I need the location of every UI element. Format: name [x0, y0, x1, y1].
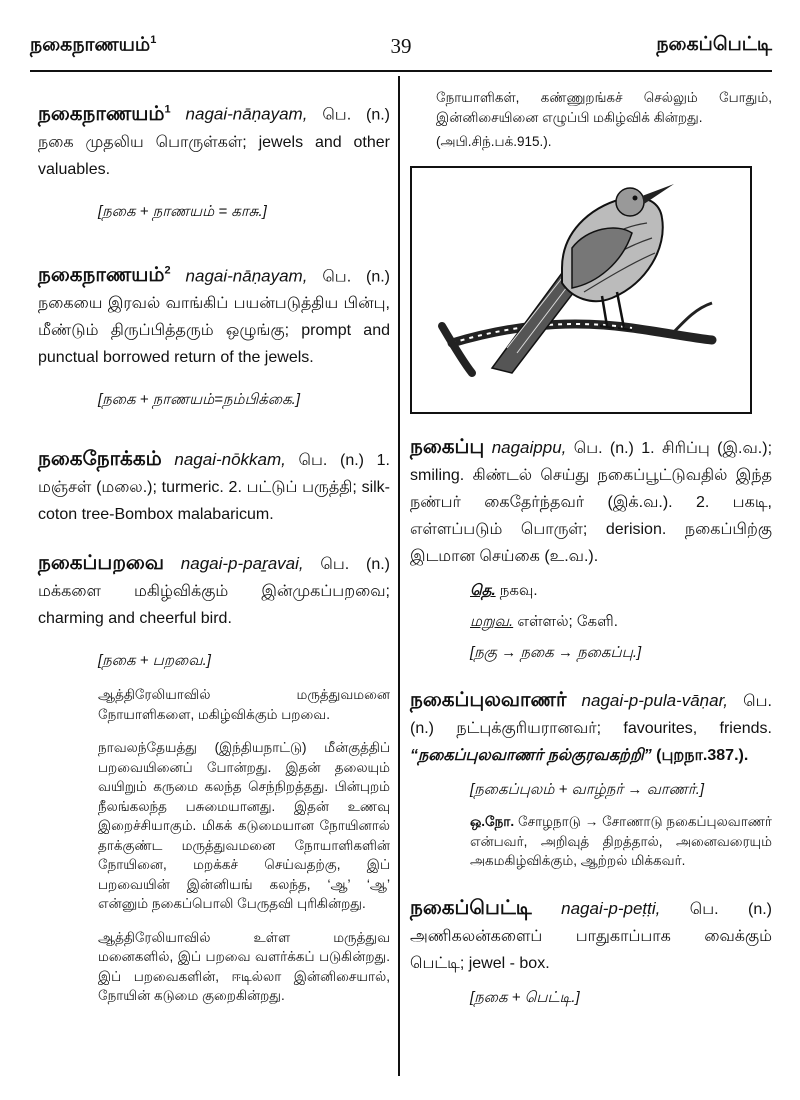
quote: “நகைப்புலவாணர் நல்குரவகற்றி”	[410, 747, 652, 764]
right-column	[410, 88, 772, 1008]
part-of-speech: பெ. (n.)	[573, 440, 634, 457]
cognate: தெ. நகவு.	[470, 582, 538, 599]
left-column	[38, 96, 390, 1006]
entry-nagai-p-pula-vanar	[410, 687, 772, 871]
column-divider	[398, 76, 400, 1076]
etymology: [நகைப்புலம் + வாழ்நர் → வாணர்.]	[470, 781, 705, 798]
transliteration: nagai-p-pula-vāṇar,	[581, 691, 729, 710]
definition: நகை முதலிய பொருள்கள்; jewels and other valuables.	[38, 133, 390, 178]
headword: நகைப்பறவை	[38, 552, 164, 575]
etymology: [நகு → நகை → நகைப்பு.]	[470, 644, 642, 661]
definition: 1. சிரிப்பு (இ.வ.); smiling. கிண்டல் செய்து நகைப்பூட்டுவதில் இந்த நண்பர் கைதேர்ந்தவர் (இக்.வ.). 2. பகடி, எள்ளப்படும் பொருள்; derision. நகைப்பிற்கு இடமான செய்கை (உ.வ.).	[410, 440, 773, 565]
note-paragraph: ஆத்திரேலியாவில் மருத்துவமனை நோயாளிகளை, மகிழ்விக்கும் பறவை.	[98, 687, 390, 722]
etymology: [நகை + நாணயம் = காசு.]	[98, 202, 267, 220]
headword: நகைநாணயம்$^1$	[38, 102, 171, 125]
definition: மக்களை மகிழ்விக்கும் இன்முகப்பறவை; charming and cheerful bird.	[38, 583, 390, 628]
transliteration: nagaippu,	[491, 438, 567, 457]
bird-figure	[410, 166, 752, 414]
page-header	[30, 34, 772, 74]
etymology: [நகை + நாணயம்=நம்பிக்கை.]	[98, 391, 301, 409]
note-paragraph: நாவலந்தேயத்து (இந்தியநாட்டு) மீன்குத்திப் பறவையினைப் போன்றது. இதன் தலையும் வயிறும் கருமை கலந்த செந்நிறத்தது. பின்புறம் நீலங்கலந்த பசுமையானது. இதன் உணவு இறைச்சியாகும். மிகக் கடுமையான நோயினால் தாக்குண்ட மருத்துவமனை நோயாளிகளின் நோயினை, மறக்கச் செய்வதற்கு, இப் பறவையின் இன்னியங் கலந்த, ‘ஆ’ ‘ஆ’ என்னும் நகைப்பொலி பேருதவி புரிகின்றது.	[98, 740, 390, 912]
headword: நகைப்புலவாணர்	[410, 689, 567, 711]
headword: நகைப்பெட்டி	[410, 896, 532, 919]
entry-nagai-nokkam	[38, 446, 390, 528]
entry-nagai-p-paravai	[38, 550, 390, 1006]
definition: நட்புக்குரியரானவர்; favourites, friends.	[456, 720, 772, 737]
etymology: [நகை + பறவை.]	[98, 652, 211, 670]
transliteration: nagai-p-peṭṭi,	[561, 898, 661, 918]
transliteration: nagai-nōkkam,	[174, 450, 286, 470]
headword: நகைநாணயம்$^2$	[38, 264, 171, 287]
part-of-speech: பெ. (n.)	[322, 106, 390, 124]
bird-illustration-icon	[412, 168, 750, 412]
note-paragraph: ஒ.நோ. சோழநாடு → சோணாடு நகைப்புலவாணர் என்பவர், அறிவுத் திறத்தால், அனைவரையும் அகமகிழ்விக்கும், ஆற்றல் மிக்கவர்.	[470, 814, 772, 868]
part-of-speech: பெ. (n.)	[298, 452, 364, 470]
page-number: 39	[390, 34, 412, 58]
part-of-speech: பெ. (n.)	[320, 556, 390, 574]
definition: நகையை இரவல் வாங்கிப் பயன்படுத்திய பின்பு, மீண்டும் திருப்பித்தரும் ஒழுங்கு; prompt and punctual borrowed return of the jewels.	[38, 295, 390, 367]
transliteration: nagai-nāṇayam,	[185, 104, 308, 124]
continuation-text: நோயாளிகள், கண்ணுறங்கச் செல்லும் போதும், இன்னிசையினை எழுப்பி மகிழ்விக் கின்றது.	[436, 90, 772, 125]
part-of-speech: பெ. (n.)	[322, 268, 390, 286]
transliteration: nagai-nāṇayam,	[185, 266, 308, 286]
headword: நகைநோக்கம்	[38, 448, 162, 471]
etymology: [நகை + பெட்டி.]	[470, 988, 580, 1006]
entry-nagai-nanayam-2	[38, 258, 390, 411]
synonym: மறுவ. எள்ளல்; கேளி.	[470, 613, 618, 630]
citation: (அபி.சிந்.பக்.915.).	[436, 134, 552, 149]
entry-nagaippu	[410, 434, 772, 663]
entry-nagai-p-petti	[410, 895, 772, 1008]
header-right-guideword: நகைப்பெட்டி	[656, 34, 772, 55]
definition: அணிகலன்களைப் பாதுகாப்பாக வைக்கும் பெட்டி; jewel - box.	[410, 927, 772, 972]
header-rule	[30, 70, 772, 72]
header-left-guideword: நகைநாணயம்$^1$	[30, 34, 157, 56]
note-paragraph: ஆத்திரேலியாவில் உள்ள மருத்துவ மனைகளில், இப் பறவை வளர்க்கப் படுகின்றது. இப் பறவைகளின், ஈடில்லா இன்னிசையால், நோயின் கடுமை குறைகின்றது.	[98, 929, 390, 1004]
part-of-speech: பெ. (n.)	[410, 693, 772, 737]
quote-reference: (புறநா.387.).	[656, 747, 749, 764]
transliteration: nagai-p-paṟavai,	[180, 554, 304, 574]
entry-nagai-nanayam-1	[38, 96, 390, 222]
headword: நகைப்பு	[410, 436, 485, 458]
part-of-speech: பெ. (n.)	[689, 900, 773, 918]
definition: 1. மஞ்சள் (மலை.); turmeric. 2. பட்டுப் பருத்தி; silk-coton tree-Bombox malabaricum.	[38, 452, 390, 524]
